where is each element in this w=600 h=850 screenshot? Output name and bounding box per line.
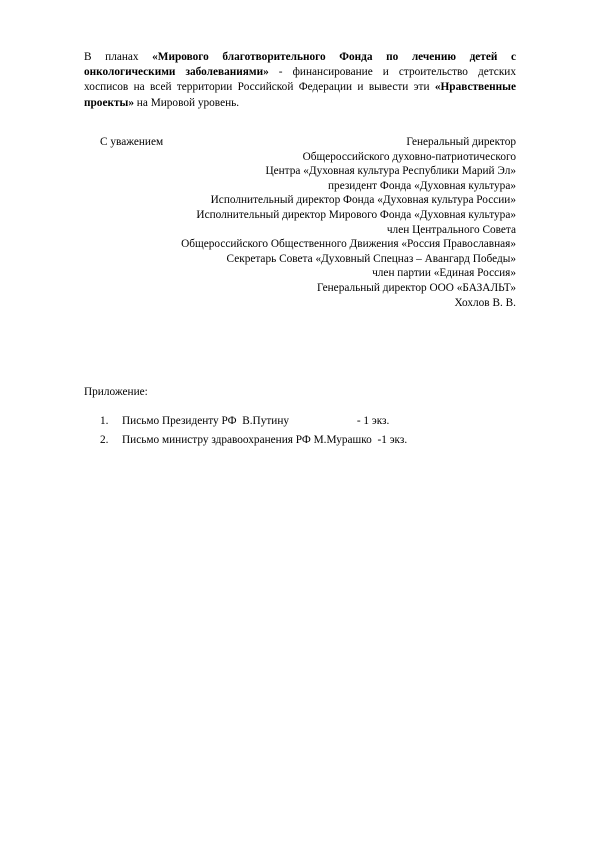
signature-line: Общероссийского Общественного Движения «Россия Православная» <box>181 238 516 251</box>
signature-line: Хохлов В. В. <box>454 296 516 309</box>
list-item-text: Письмо министру здравоохранения РФ М.Мурашко -1 экз. <box>122 433 408 446</box>
body-paragraph-block <box>84 50 516 111</box>
signature-line: Исполнительный директор Мирового Фонда «Духовная культура» <box>196 208 516 221</box>
signature-line: Генеральный директор <box>406 136 516 148</box>
list-item <box>84 412 524 431</box>
paragraph-run: В планах <box>84 51 153 63</box>
list-item-number: 2. <box>100 433 109 446</box>
signature-line: Секретарь Совета «Духовный Спецназ – Авангард Победы» <box>226 252 516 265</box>
paragraph-bold-run: «Нравственные проекты» <box>84 81 516 109</box>
signature-line: Исполнительный директор Фонда «Духовная культура России» <box>210 194 516 207</box>
signature-line: член Центрального Совета <box>386 223 516 236</box>
attachment-list <box>84 412 524 449</box>
closing-salutation: С уважением <box>100 136 164 148</box>
attachment-label: Приложение: <box>84 386 148 398</box>
paragraph-run: на Мировой уровень. <box>133 96 240 109</box>
signature-line: Центра «Духовная культура Республики Марий Эл» <box>265 165 516 178</box>
list-item-text: Письмо Президенту РФ В.Путину - 1 экз. <box>122 415 390 427</box>
signature-line: президент Фонда «Духовная культура» <box>328 179 516 192</box>
signature-line: член партии «Единая Россия» <box>372 267 516 280</box>
signature-titles <box>84 135 516 310</box>
paragraph-run: - финансирование и строительство детских хосписов на всей территории Российской Федерации и вывести эти <box>84 66 517 94</box>
paragraph-bold-run: «Мирового благотворительного Фонда по лечению детей с онкологическими заболеваниями» <box>84 51 516 79</box>
main-paragraph <box>84 50 516 111</box>
signature-block <box>84 135 516 310</box>
list-item <box>84 431 524 450</box>
list-item-number: 1. <box>100 415 109 427</box>
signature-line: Генеральный директор ООО «БАЗАЛЬТ» <box>316 281 516 294</box>
signature-line: Общероссийского духовно-патриотического <box>302 150 516 163</box>
